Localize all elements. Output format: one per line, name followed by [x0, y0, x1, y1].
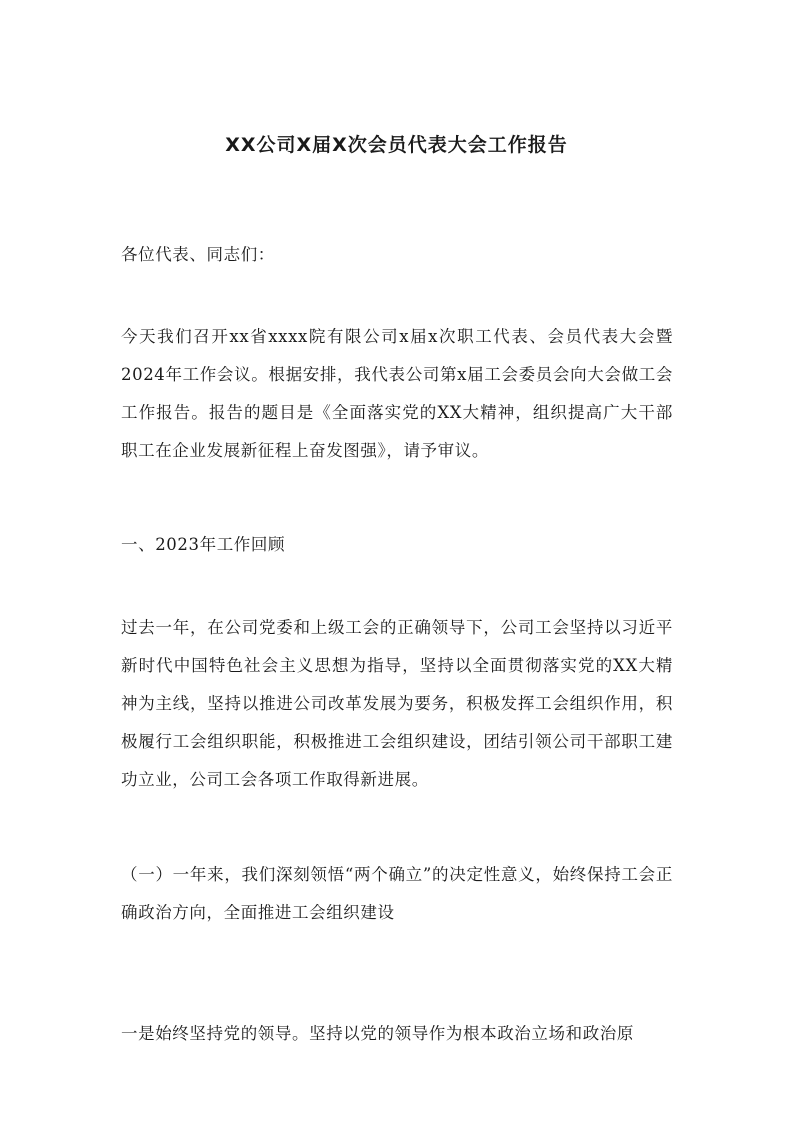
- salutation: 各位代表、同志们：: [121, 245, 275, 264]
- document-title: XX公司X届X次会员代表大会工作报告: [225, 134, 568, 156]
- review-paragraph: 过去一年，在公司党委和上级工会的正确领导下，公司工会坚持以习近平新时代中国特色社会主义思想为指导，坚持以全面贯彻落实党的XX大精神为主线，坚持以推进公司改革发展为要务，积极发挥工会组织作用，积极履行工会组织职能，积极推进工会组织建设，团结引领公司干部职工建功立业，公司工会各项工作取得新进展。: [121, 618, 673, 789]
- intro-paragraph: 今天我们召开xx省xxxx院有限公司x届x次职工代表、会员代表大会暨2024年工作会议。根据安排，我代表公司第x届工会委员会向大会做工会工作报告。报告的题目是《全面落实党的XX大精神，组织提高广大干部职工在企业发展新征程上奋发图强》，请予审议。: [121, 327, 673, 460]
- subsection-heading-1: （一）一年来，我们深刻领悟“两个确立”的决定性意义，始终保持工会正确政治方向，全面推进工会组织建设: [121, 865, 673, 922]
- section-heading-review: 一、2023年工作回顾: [121, 535, 286, 554]
- subsection-first-paragraph: 一是始终坚持党的领导。坚持以党的领导作为根本政治立场和政治原: [121, 1024, 634, 1043]
